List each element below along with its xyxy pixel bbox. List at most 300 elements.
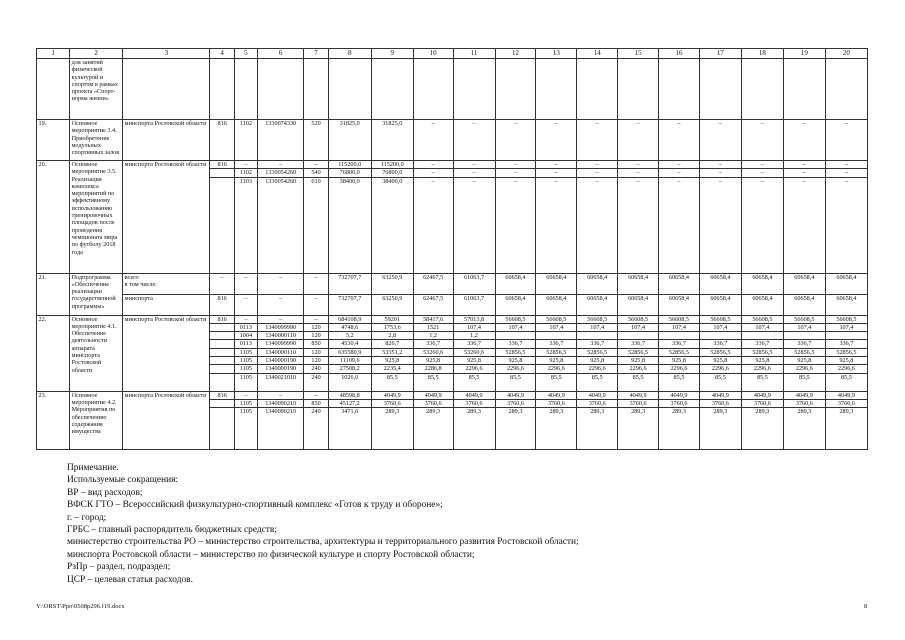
footer-file-path: Y:\ORST\Ppo\0508p296.f19.docx bbox=[36, 603, 125, 610]
value-cell: 56608,5 bbox=[825, 315, 867, 323]
notes-line: ВР – вид расходов; bbox=[67, 487, 143, 498]
executor-including: в том числе: bbox=[124, 280, 157, 288]
value-cell: 85,5 bbox=[741, 373, 783, 391]
notes-block bbox=[67, 462, 579, 586]
column-header: 19 bbox=[783, 49, 825, 59]
notes-line: министерство строительства РО – министерство строительства, архитектуры и территориального развития Ростовской области; bbox=[67, 537, 579, 548]
value-cell: 925,8 bbox=[413, 357, 453, 365]
column-header: 6 bbox=[257, 49, 303, 59]
value-cell: 107,4 bbox=[536, 323, 577, 331]
table-row bbox=[37, 294, 868, 315]
value-cell: 2296,6 bbox=[618, 365, 659, 373]
value-cell: – bbox=[234, 391, 257, 399]
value-cell: 3760,6 bbox=[825, 399, 867, 407]
value-cell: 60658,4 bbox=[618, 294, 659, 315]
executor-cell bbox=[123, 294, 210, 315]
value-cell: 2296,6 bbox=[495, 365, 536, 373]
empty-cell bbox=[783, 59, 825, 120]
value-cell: – bbox=[536, 169, 577, 177]
event-name-cell: для занятий физической культурой и спортом в рамках проекта «Спорт-норма жизни» bbox=[70, 59, 123, 120]
executor-cell bbox=[123, 273, 210, 294]
value-cell: 3760,6 bbox=[371, 399, 413, 407]
value-cell bbox=[825, 332, 867, 340]
value-cell: 816 bbox=[210, 120, 234, 161]
event-name-cell: Основное мероприятие 4.1. Обеспечение деятельности аппарата минспорта Ростовской области bbox=[70, 315, 123, 391]
value-cell: 63250,9 bbox=[371, 294, 413, 315]
value-cell: 52856,5 bbox=[699, 348, 741, 356]
table-row bbox=[37, 59, 868, 120]
executor-cell: минспорта Ростовской области bbox=[123, 120, 210, 161]
value-cell: 732707,7 bbox=[328, 294, 371, 315]
value-cell: 11109,6 bbox=[328, 357, 371, 365]
value-cell bbox=[210, 365, 234, 373]
notes-line: ЦСР – целевая статья расходов. bbox=[67, 574, 193, 585]
table-row bbox=[37, 120, 868, 161]
value-cell: 120 bbox=[304, 348, 328, 356]
value-cell: 1105 bbox=[234, 408, 257, 450]
value-cell: – bbox=[783, 120, 825, 161]
value-cell: 289,3 bbox=[453, 408, 495, 450]
value-cell: 2286,8 bbox=[413, 365, 453, 373]
value-cell: 60658,4 bbox=[495, 294, 536, 315]
value-cell: 56608,5 bbox=[577, 315, 618, 323]
value-cell: – bbox=[304, 315, 328, 323]
value-cell: 53260,6 bbox=[453, 348, 495, 356]
value-cell: 0113 bbox=[234, 323, 257, 331]
value-cell: 3760,6 bbox=[741, 399, 783, 407]
value-cell: 52856,5 bbox=[659, 348, 700, 356]
value-cell: – bbox=[741, 120, 783, 161]
value-cell: 76800,0 bbox=[371, 169, 413, 177]
value-cell: 52856,5 bbox=[577, 348, 618, 356]
value-cell: – bbox=[741, 169, 783, 177]
value-cell: 85,5 bbox=[699, 373, 741, 391]
column-header: 16 bbox=[659, 49, 700, 59]
value-cell: – bbox=[257, 391, 303, 399]
value-cell: 240 bbox=[304, 373, 328, 391]
row-number-cell: 20. bbox=[37, 161, 70, 274]
value-cell: 4049,9 bbox=[577, 391, 618, 399]
value-cell: 120 bbox=[304, 323, 328, 331]
notes-line: РзПр – раздел, подраздел; bbox=[67, 562, 171, 573]
value-cell: 4748,6 bbox=[328, 323, 371, 331]
value-cell: 1340090210 bbox=[257, 408, 303, 450]
value-cell: – bbox=[453, 177, 495, 273]
value-cell: 107,4 bbox=[825, 323, 867, 331]
value-cell: – bbox=[659, 177, 700, 273]
empty-cell bbox=[659, 59, 700, 120]
column-header: 9 bbox=[371, 49, 413, 59]
value-cell: 61063,7 bbox=[453, 273, 495, 294]
column-header: 18 bbox=[741, 49, 783, 59]
value-cell: 336,7 bbox=[536, 340, 577, 348]
value-cell: 3760,6 bbox=[659, 399, 700, 407]
value-cell: 289,3 bbox=[741, 408, 783, 450]
row-number-cell: 23. bbox=[37, 391, 70, 450]
value-cell: 107,4 bbox=[453, 323, 495, 331]
row-number-cell bbox=[37, 59, 70, 120]
value-cell: – bbox=[825, 161, 867, 169]
executor-total: всего bbox=[124, 273, 139, 281]
value-cell: 107,4 bbox=[659, 323, 700, 331]
value-cell: 4049,9 bbox=[659, 391, 700, 399]
value-cell: 3760,6 bbox=[618, 399, 659, 407]
value-cell: 2296,6 bbox=[536, 365, 577, 373]
value-cell bbox=[210, 340, 234, 348]
value-cell: 85,5 bbox=[495, 373, 536, 391]
empty-cell bbox=[234, 59, 257, 120]
executor-cell: минспорта Ростовской области bbox=[123, 315, 210, 391]
value-cell: 4049,9 bbox=[825, 391, 867, 399]
value-cell: 60658,4 bbox=[825, 273, 867, 294]
value-cell: 52856,5 bbox=[536, 348, 577, 356]
value-cell: 53260,6 bbox=[413, 348, 453, 356]
value-cell: 61063,7 bbox=[453, 294, 495, 315]
value-cell: 85,5 bbox=[536, 373, 577, 391]
value-cell: 1026,0 bbox=[328, 373, 371, 391]
value-cell: 1105 bbox=[234, 348, 257, 356]
value-cell bbox=[536, 332, 577, 340]
value-cell: 60658,4 bbox=[825, 294, 867, 315]
column-header: 4 bbox=[210, 49, 234, 59]
value-cell: 1330074330 bbox=[257, 120, 303, 161]
value-cell: 56608,5 bbox=[495, 315, 536, 323]
value-cell: 1,2 bbox=[413, 332, 453, 340]
value-cell: 240 bbox=[304, 408, 328, 450]
value-cell bbox=[210, 357, 234, 365]
event-name-cell: Основное мероприятие 3.4. Приобретение модульных спортивных залов bbox=[70, 120, 123, 161]
value-cell: 336,7 bbox=[413, 340, 453, 348]
value-cell: 38400,0 bbox=[371, 177, 413, 273]
value-cell: 4049,9 bbox=[371, 391, 413, 399]
value-cell: 107,4 bbox=[741, 323, 783, 331]
notes-line: минспорта Ростовской области – министерство по физической культуре и спорту Ростовской области; bbox=[67, 549, 475, 560]
value-cell: 336,7 bbox=[577, 340, 618, 348]
value-cell: 60658,4 bbox=[577, 294, 618, 315]
empty-cell bbox=[304, 59, 328, 120]
value-cell: 1105 bbox=[234, 373, 257, 391]
value-cell: 60658,4 bbox=[577, 273, 618, 294]
value-cell: 635580,9 bbox=[328, 348, 371, 356]
value-cell: 60658,4 bbox=[536, 294, 577, 315]
value-cell: – bbox=[453, 161, 495, 169]
value-cell: 56608,5 bbox=[659, 315, 700, 323]
column-header: 7 bbox=[304, 49, 328, 59]
value-cell: 520 bbox=[304, 120, 328, 161]
value-cell: 3760,6 bbox=[783, 399, 825, 407]
value-cell: 85,5 bbox=[659, 373, 700, 391]
value-cell: – bbox=[699, 161, 741, 169]
value-cell: 107,4 bbox=[577, 323, 618, 331]
value-cell: 925,8 bbox=[577, 357, 618, 365]
empty-cell bbox=[618, 59, 659, 120]
value-cell: 816 bbox=[210, 294, 234, 315]
value-cell: – bbox=[210, 273, 234, 294]
value-cell: 336,7 bbox=[741, 340, 783, 348]
value-cell: – bbox=[495, 120, 536, 161]
value-cell: – bbox=[618, 120, 659, 161]
value-cell: 816 bbox=[210, 391, 234, 399]
value-cell: 540 bbox=[304, 169, 328, 177]
value-cell: 4049,9 bbox=[741, 391, 783, 399]
value-cell bbox=[210, 373, 234, 391]
column-header: 10 bbox=[413, 49, 453, 59]
value-cell: 107,4 bbox=[618, 323, 659, 331]
value-cell: 31825,0 bbox=[328, 120, 371, 161]
value-cell: – bbox=[577, 120, 618, 161]
value-cell: 1753,6 bbox=[371, 323, 413, 331]
value-cell: 826,7 bbox=[371, 340, 413, 348]
column-header: 12 bbox=[495, 49, 536, 59]
empty-cell bbox=[741, 59, 783, 120]
value-cell bbox=[618, 332, 659, 340]
value-cell: 2296,6 bbox=[577, 365, 618, 373]
value-cell: 925,8 bbox=[825, 357, 867, 365]
value-cell: 289,3 bbox=[371, 408, 413, 450]
notes-title: Примечание. bbox=[67, 463, 119, 473]
value-cell: 60658,4 bbox=[495, 273, 536, 294]
empty-cell bbox=[699, 59, 741, 120]
value-cell: 4530,4 bbox=[328, 340, 371, 348]
row-number-cell: 22. bbox=[37, 315, 70, 391]
empty-cell bbox=[825, 59, 867, 120]
value-cell: 289,3 bbox=[413, 408, 453, 450]
empty-cell bbox=[536, 59, 577, 120]
value-cell: 52856,5 bbox=[618, 348, 659, 356]
value-cell: 289,3 bbox=[783, 408, 825, 450]
value-cell: 60658,4 bbox=[741, 294, 783, 315]
value-cell: 85,5 bbox=[783, 373, 825, 391]
value-cell: 31825,0 bbox=[371, 120, 413, 161]
value-cell: 60658,4 bbox=[783, 273, 825, 294]
value-cell bbox=[210, 408, 234, 450]
empty-cell bbox=[328, 59, 371, 120]
value-cell: 52856,5 bbox=[783, 348, 825, 356]
value-cell: – bbox=[536, 120, 577, 161]
value-cell: – bbox=[453, 120, 495, 161]
notes-line: ГРБС – главный распорядитель бюджетных средств; bbox=[67, 525, 277, 536]
notes-line: ВФСК ГТО – Всероссийский физкультурно-спортивный комплекс «Готов к труду и обороне»; bbox=[67, 500, 443, 511]
value-cell: 289,3 bbox=[618, 408, 659, 450]
empty-cell bbox=[495, 59, 536, 120]
value-cell: 925,8 bbox=[783, 357, 825, 365]
value-cell: 289,3 bbox=[825, 408, 867, 450]
value-cell: – bbox=[577, 169, 618, 177]
value-cell: – bbox=[577, 177, 618, 273]
row-number-cell: 21. bbox=[37, 273, 70, 315]
value-cell: 115200,0 bbox=[371, 161, 413, 169]
value-cell: 3760,6 bbox=[495, 399, 536, 407]
value-cell bbox=[210, 348, 234, 356]
value-cell: 1105 bbox=[234, 399, 257, 407]
table-row bbox=[37, 161, 868, 169]
value-cell bbox=[783, 332, 825, 340]
value-cell: 85,5 bbox=[453, 373, 495, 391]
value-cell: – bbox=[699, 120, 741, 161]
value-cell: – bbox=[577, 161, 618, 169]
value-cell: 1105 bbox=[234, 365, 257, 373]
page-number: 8 bbox=[864, 603, 868, 610]
value-cell: 60658,4 bbox=[659, 273, 700, 294]
value-cell: 3760,6 bbox=[413, 399, 453, 407]
table-body bbox=[37, 59, 868, 450]
value-cell: – bbox=[413, 177, 453, 273]
value-cell: 4049,9 bbox=[699, 391, 741, 399]
value-cell: 85,5 bbox=[618, 373, 659, 391]
value-cell: 1,2 bbox=[453, 332, 495, 340]
value-cell: – bbox=[536, 161, 577, 169]
value-cell: 3471,6 bbox=[328, 408, 371, 450]
value-cell: 3760,6 bbox=[699, 399, 741, 407]
value-cell: 5,2 bbox=[328, 332, 371, 340]
value-cell: – bbox=[699, 177, 741, 273]
value-cell: 58417,6 bbox=[413, 315, 453, 323]
value-cell: – bbox=[825, 120, 867, 161]
value-cell: 1340099990 bbox=[257, 323, 303, 331]
value-cell: – bbox=[659, 169, 700, 177]
value-cell: 60658,4 bbox=[699, 294, 741, 315]
value-cell: 52856,5 bbox=[825, 348, 867, 356]
value-cell: 0113 bbox=[234, 340, 257, 348]
budget-table bbox=[36, 48, 868, 450]
value-cell: 115200,0 bbox=[328, 161, 371, 169]
value-cell: 56608,5 bbox=[618, 315, 659, 323]
value-cell: – bbox=[234, 161, 257, 169]
column-header: 14 bbox=[577, 49, 618, 59]
value-cell: 4049,9 bbox=[783, 391, 825, 399]
value-cell: 2296,6 bbox=[741, 365, 783, 373]
column-header: 11 bbox=[453, 49, 495, 59]
value-cell: 732707,7 bbox=[328, 273, 371, 294]
value-cell: 56608,5 bbox=[783, 315, 825, 323]
value-cell: – bbox=[699, 169, 741, 177]
value-cell: – bbox=[741, 161, 783, 169]
value-cell: 85,5 bbox=[413, 373, 453, 391]
value-cell: – bbox=[304, 391, 328, 399]
value-cell: – bbox=[825, 169, 867, 177]
value-cell bbox=[741, 332, 783, 340]
value-cell: 925,8 bbox=[699, 357, 741, 365]
value-cell: 1340000110 bbox=[257, 332, 303, 340]
value-cell: 336,7 bbox=[783, 340, 825, 348]
value-cell: 1105 bbox=[234, 357, 257, 365]
value-cell: 120 bbox=[304, 332, 328, 340]
value-cell: – bbox=[495, 161, 536, 169]
empty-cell bbox=[413, 59, 453, 120]
value-cell: 62467,5 bbox=[413, 294, 453, 315]
value-cell: 289,3 bbox=[699, 408, 741, 450]
value-cell: – bbox=[257, 273, 303, 294]
value-cell: – bbox=[257, 294, 303, 315]
value-cell: 52856,5 bbox=[495, 348, 536, 356]
row-number-cell: 19. bbox=[37, 120, 70, 161]
value-cell: 60658,4 bbox=[659, 294, 700, 315]
executor-cell: минспорта Ростовской области bbox=[123, 161, 210, 274]
column-header: 20 bbox=[825, 49, 867, 59]
table-header-row bbox=[37, 49, 868, 59]
value-cell: 4049,9 bbox=[453, 391, 495, 399]
event-name-cell: Основное мероприятие 3.5. Реализация комплекса мероприятий по эффективному использованию тренировочных площадок после проведения чемпионата мира по футболу 2018 года bbox=[70, 161, 123, 274]
column-header: 3 bbox=[123, 49, 210, 59]
value-cell: 610 bbox=[304, 177, 328, 273]
value-cell bbox=[210, 177, 234, 273]
value-cell: – bbox=[304, 273, 328, 294]
value-cell bbox=[210, 399, 234, 407]
value-cell: 53351,2 bbox=[371, 348, 413, 356]
value-cell: 925,8 bbox=[536, 357, 577, 365]
value-cell bbox=[699, 332, 741, 340]
value-cell: 2235,4 bbox=[371, 365, 413, 373]
value-cell: 56608,5 bbox=[699, 315, 741, 323]
value-cell: 63250,9 bbox=[371, 273, 413, 294]
value-cell: – bbox=[413, 169, 453, 177]
value-cell: 2296,6 bbox=[453, 365, 495, 373]
value-cell: 850 bbox=[304, 399, 328, 407]
value-cell: 85,5 bbox=[825, 373, 867, 391]
value-cell: 38400,0 bbox=[328, 177, 371, 273]
value-cell: 45127,2 bbox=[328, 399, 371, 407]
value-cell bbox=[577, 332, 618, 340]
value-cell: 76800,0 bbox=[328, 169, 371, 177]
value-cell bbox=[659, 332, 700, 340]
value-cell: – bbox=[413, 161, 453, 169]
value-cell: 336,7 bbox=[495, 340, 536, 348]
value-cell: 289,3 bbox=[536, 408, 577, 450]
value-cell: 1340099990 bbox=[257, 340, 303, 348]
value-cell: – bbox=[618, 161, 659, 169]
value-cell: – bbox=[659, 161, 700, 169]
value-cell: 816 bbox=[210, 315, 234, 323]
value-cell: 85,5 bbox=[371, 373, 413, 391]
empty-cell bbox=[371, 59, 413, 120]
column-header: 1 bbox=[37, 49, 70, 59]
value-cell: 107,4 bbox=[699, 323, 741, 331]
value-cell: 1340000110 bbox=[257, 348, 303, 356]
value-cell: – bbox=[257, 315, 303, 323]
value-cell: 336,7 bbox=[699, 340, 741, 348]
value-cell: 1004 bbox=[234, 332, 257, 340]
notes-line: Используемые сокращения: bbox=[67, 475, 179, 486]
executor-cell: минспорта Ростовской области bbox=[123, 391, 210, 450]
value-cell: 925,8 bbox=[618, 357, 659, 365]
value-cell: 289,3 bbox=[659, 408, 700, 450]
value-cell: 2296,6 bbox=[783, 365, 825, 373]
value-cell: 57013,8 bbox=[453, 315, 495, 323]
executor-ministry: минспорта bbox=[124, 294, 153, 302]
value-cell: – bbox=[453, 169, 495, 177]
value-cell: 3760,6 bbox=[453, 399, 495, 407]
value-cell: 3760,6 bbox=[536, 399, 577, 407]
value-cell: – bbox=[257, 161, 303, 169]
value-cell: – bbox=[783, 161, 825, 169]
value-cell: 60658,4 bbox=[783, 294, 825, 315]
notes-line: г. – город; bbox=[67, 512, 107, 523]
value-cell: 1340000190 bbox=[257, 357, 303, 365]
value-cell: 62467,5 bbox=[413, 273, 453, 294]
value-cell: 1330054260 bbox=[257, 177, 303, 273]
value-cell bbox=[210, 169, 234, 177]
value-cell: 107,4 bbox=[783, 323, 825, 331]
value-cell: – bbox=[659, 120, 700, 161]
value-cell: 85,5 bbox=[577, 373, 618, 391]
column-header: 13 bbox=[536, 49, 577, 59]
value-cell: 120 bbox=[304, 357, 328, 365]
value-cell: 4049,9 bbox=[536, 391, 577, 399]
value-cell: 925,8 bbox=[741, 357, 783, 365]
value-cell: 56608,5 bbox=[536, 315, 577, 323]
value-cell: – bbox=[783, 169, 825, 177]
value-cell: 1103 bbox=[234, 177, 257, 273]
